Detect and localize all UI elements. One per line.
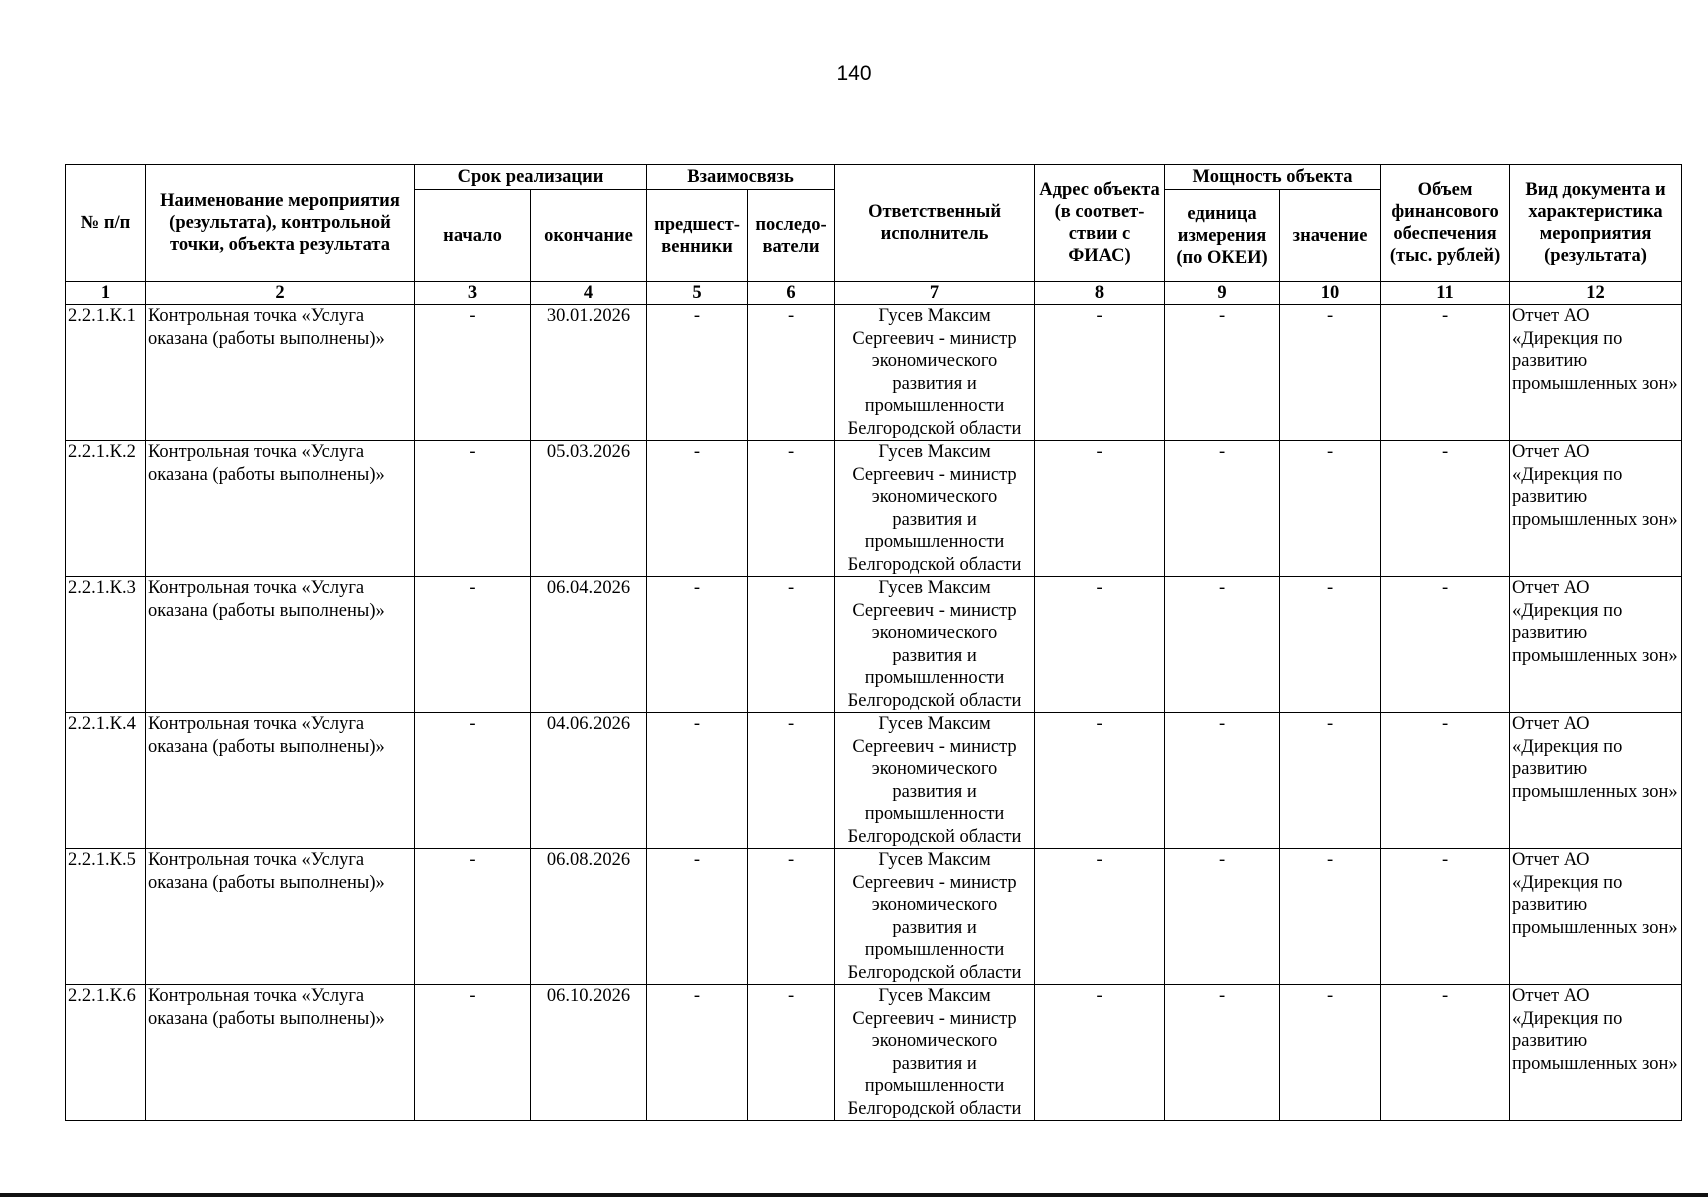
row-end: 06.10.2026 [531, 985, 647, 1121]
row-unit: - [1165, 441, 1280, 577]
row-number: 2.2.1.К.5 [66, 849, 146, 985]
row-volume: - [1381, 985, 1510, 1121]
row-volume: - [1381, 849, 1510, 985]
row-start: - [415, 849, 531, 985]
row-address: - [1035, 577, 1165, 713]
row-end: 06.08.2026 [531, 849, 647, 985]
column-number: 7 [835, 282, 1035, 305]
row-address: - [1035, 441, 1165, 577]
row-doc: Отчет АО «Дирекция по развитию промышленных зон» [1510, 441, 1682, 577]
row-doc: Отчет АО «Дирекция по развитию промышленных зон» [1510, 713, 1682, 849]
row-successors: - [748, 849, 835, 985]
table-row [66, 849, 1682, 985]
row-name: Контрольная точка «Услуга оказана (работы выполнены)» [146, 577, 415, 713]
row-number: 2.2.1.К.2 [66, 441, 146, 577]
table-row [66, 577, 1682, 713]
row-predecessors: - [647, 577, 748, 713]
row-address: - [1035, 849, 1165, 985]
row-responsible: Гусев Максим Сергеевич - министр экономического развития и промышленности Белгородской области [835, 577, 1035, 713]
column-number: 12 [1510, 282, 1682, 305]
row-end: 05.03.2026 [531, 441, 647, 577]
row-start: - [415, 441, 531, 577]
row-number: 2.2.1.К.3 [66, 577, 146, 713]
row-value: - [1280, 441, 1381, 577]
header-value: значение [1280, 190, 1381, 282]
column-number: 10 [1280, 282, 1381, 305]
column-number: 5 [647, 282, 748, 305]
row-address: - [1035, 713, 1165, 849]
header-successors: последо-ватели [748, 190, 835, 282]
row-successors: - [748, 985, 835, 1121]
plan-table [65, 164, 1682, 1121]
header-start: начало [415, 190, 531, 282]
row-address: - [1035, 305, 1165, 441]
row-responsible: Гусев Максим Сергеевич - министр экономического развития и промышленности Белгородской области [835, 305, 1035, 441]
row-doc: Отчет АО «Дирекция по развитию промышленных зон» [1510, 849, 1682, 985]
row-start: - [415, 985, 531, 1121]
row-unit: - [1165, 849, 1280, 985]
row-responsible: Гусев Максим Сергеевич - министр экономического развития и промышленности Белгородской области [835, 849, 1035, 985]
row-predecessors: - [647, 985, 748, 1121]
column-number: 2 [146, 282, 415, 305]
header-responsible: Ответственный исполнитель [835, 165, 1035, 282]
header-doc: Вид документа и характеристика мероприятия (результата) [1510, 165, 1682, 282]
header-end: окончание [531, 190, 647, 282]
column-number: 3 [415, 282, 531, 305]
row-name: Контрольная точка «Услуга оказана (работы выполнены)» [146, 985, 415, 1121]
row-predecessors: - [647, 849, 748, 985]
row-value: - [1280, 713, 1381, 849]
column-number: 4 [531, 282, 647, 305]
row-name: Контрольная точка «Услуга оказана (работы выполнены)» [146, 441, 415, 577]
row-end: 04.06.2026 [531, 713, 647, 849]
header-volume: Объем финансового обеспечения (тыс. рублей) [1381, 165, 1510, 282]
page-bottom-rule [0, 1193, 1708, 1197]
row-unit: - [1165, 713, 1280, 849]
header-unit: единица измерения (по ОКЕИ) [1165, 190, 1280, 282]
row-value: - [1280, 305, 1381, 441]
row-doc: Отчет АО «Дирекция по развитию промышленных зон» [1510, 985, 1682, 1121]
header-name: Наименование мероприятия (результата), контрольной точки, объекта результата [146, 165, 415, 282]
column-number: 11 [1381, 282, 1510, 305]
row-name: Контрольная точка «Услуга оказана (работы выполнены)» [146, 305, 415, 441]
row-number: 2.2.1.К.6 [66, 985, 146, 1121]
table-row [66, 441, 1682, 577]
page-number: 140 [836, 62, 872, 85]
row-doc: Отчет АО «Дирекция по развитию промышленных зон» [1510, 305, 1682, 441]
row-address: - [1035, 985, 1165, 1121]
row-unit: - [1165, 985, 1280, 1121]
row-doc: Отчет АО «Дирекция по развитию промышленных зон» [1510, 577, 1682, 713]
row-volume: - [1381, 305, 1510, 441]
row-unit: - [1165, 577, 1280, 713]
header-predecessors: предшест-венники [647, 190, 748, 282]
header-group-power: Мощность объекта [1165, 165, 1381, 190]
row-number: 2.2.1.К.1 [66, 305, 146, 441]
row-value: - [1280, 985, 1381, 1121]
column-number: 1 [66, 282, 146, 305]
header-group-link: Взаимосвязь [647, 165, 835, 190]
header-group-term: Срок реализации [415, 165, 647, 190]
row-successors: - [748, 577, 835, 713]
row-name: Контрольная точка «Услуга оказана (работы выполнены)» [146, 849, 415, 985]
row-end: 30.01.2026 [531, 305, 647, 441]
row-volume: - [1381, 577, 1510, 713]
table-row [66, 305, 1682, 441]
row-successors: - [748, 713, 835, 849]
row-responsible: Гусев Максим Сергеевич - министр экономического развития и промышленности Белгородской области [835, 441, 1035, 577]
header-number: № п/п [66, 165, 146, 282]
row-volume: - [1381, 713, 1510, 849]
row-start: - [415, 713, 531, 849]
row-predecessors: - [647, 305, 748, 441]
header-address: Адрес объекта (в соответ-ствии с ФИАС) [1035, 165, 1165, 282]
row-name: Контрольная точка «Услуга оказана (работы выполнены)» [146, 713, 415, 849]
row-responsible: Гусев Максим Сергеевич - министр экономического развития и промышленности Белгородской области [835, 985, 1035, 1121]
row-value: - [1280, 577, 1381, 713]
row-unit: - [1165, 305, 1280, 441]
column-number: 8 [1035, 282, 1165, 305]
row-predecessors: - [647, 441, 748, 577]
row-start: - [415, 577, 531, 713]
row-end: 06.04.2026 [531, 577, 647, 713]
row-start: - [415, 305, 531, 441]
row-predecessors: - [647, 713, 748, 849]
row-value: - [1280, 849, 1381, 985]
row-volume: - [1381, 441, 1510, 577]
column-number: 6 [748, 282, 835, 305]
table-row [66, 985, 1682, 1121]
row-responsible: Гусев Максим Сергеевич - министр экономического развития и промышленности Белгородской области [835, 713, 1035, 849]
row-successors: - [748, 441, 835, 577]
column-number: 9 [1165, 282, 1280, 305]
table-row [66, 713, 1682, 849]
row-successors: - [748, 305, 835, 441]
row-number: 2.2.1.К.4 [66, 713, 146, 849]
